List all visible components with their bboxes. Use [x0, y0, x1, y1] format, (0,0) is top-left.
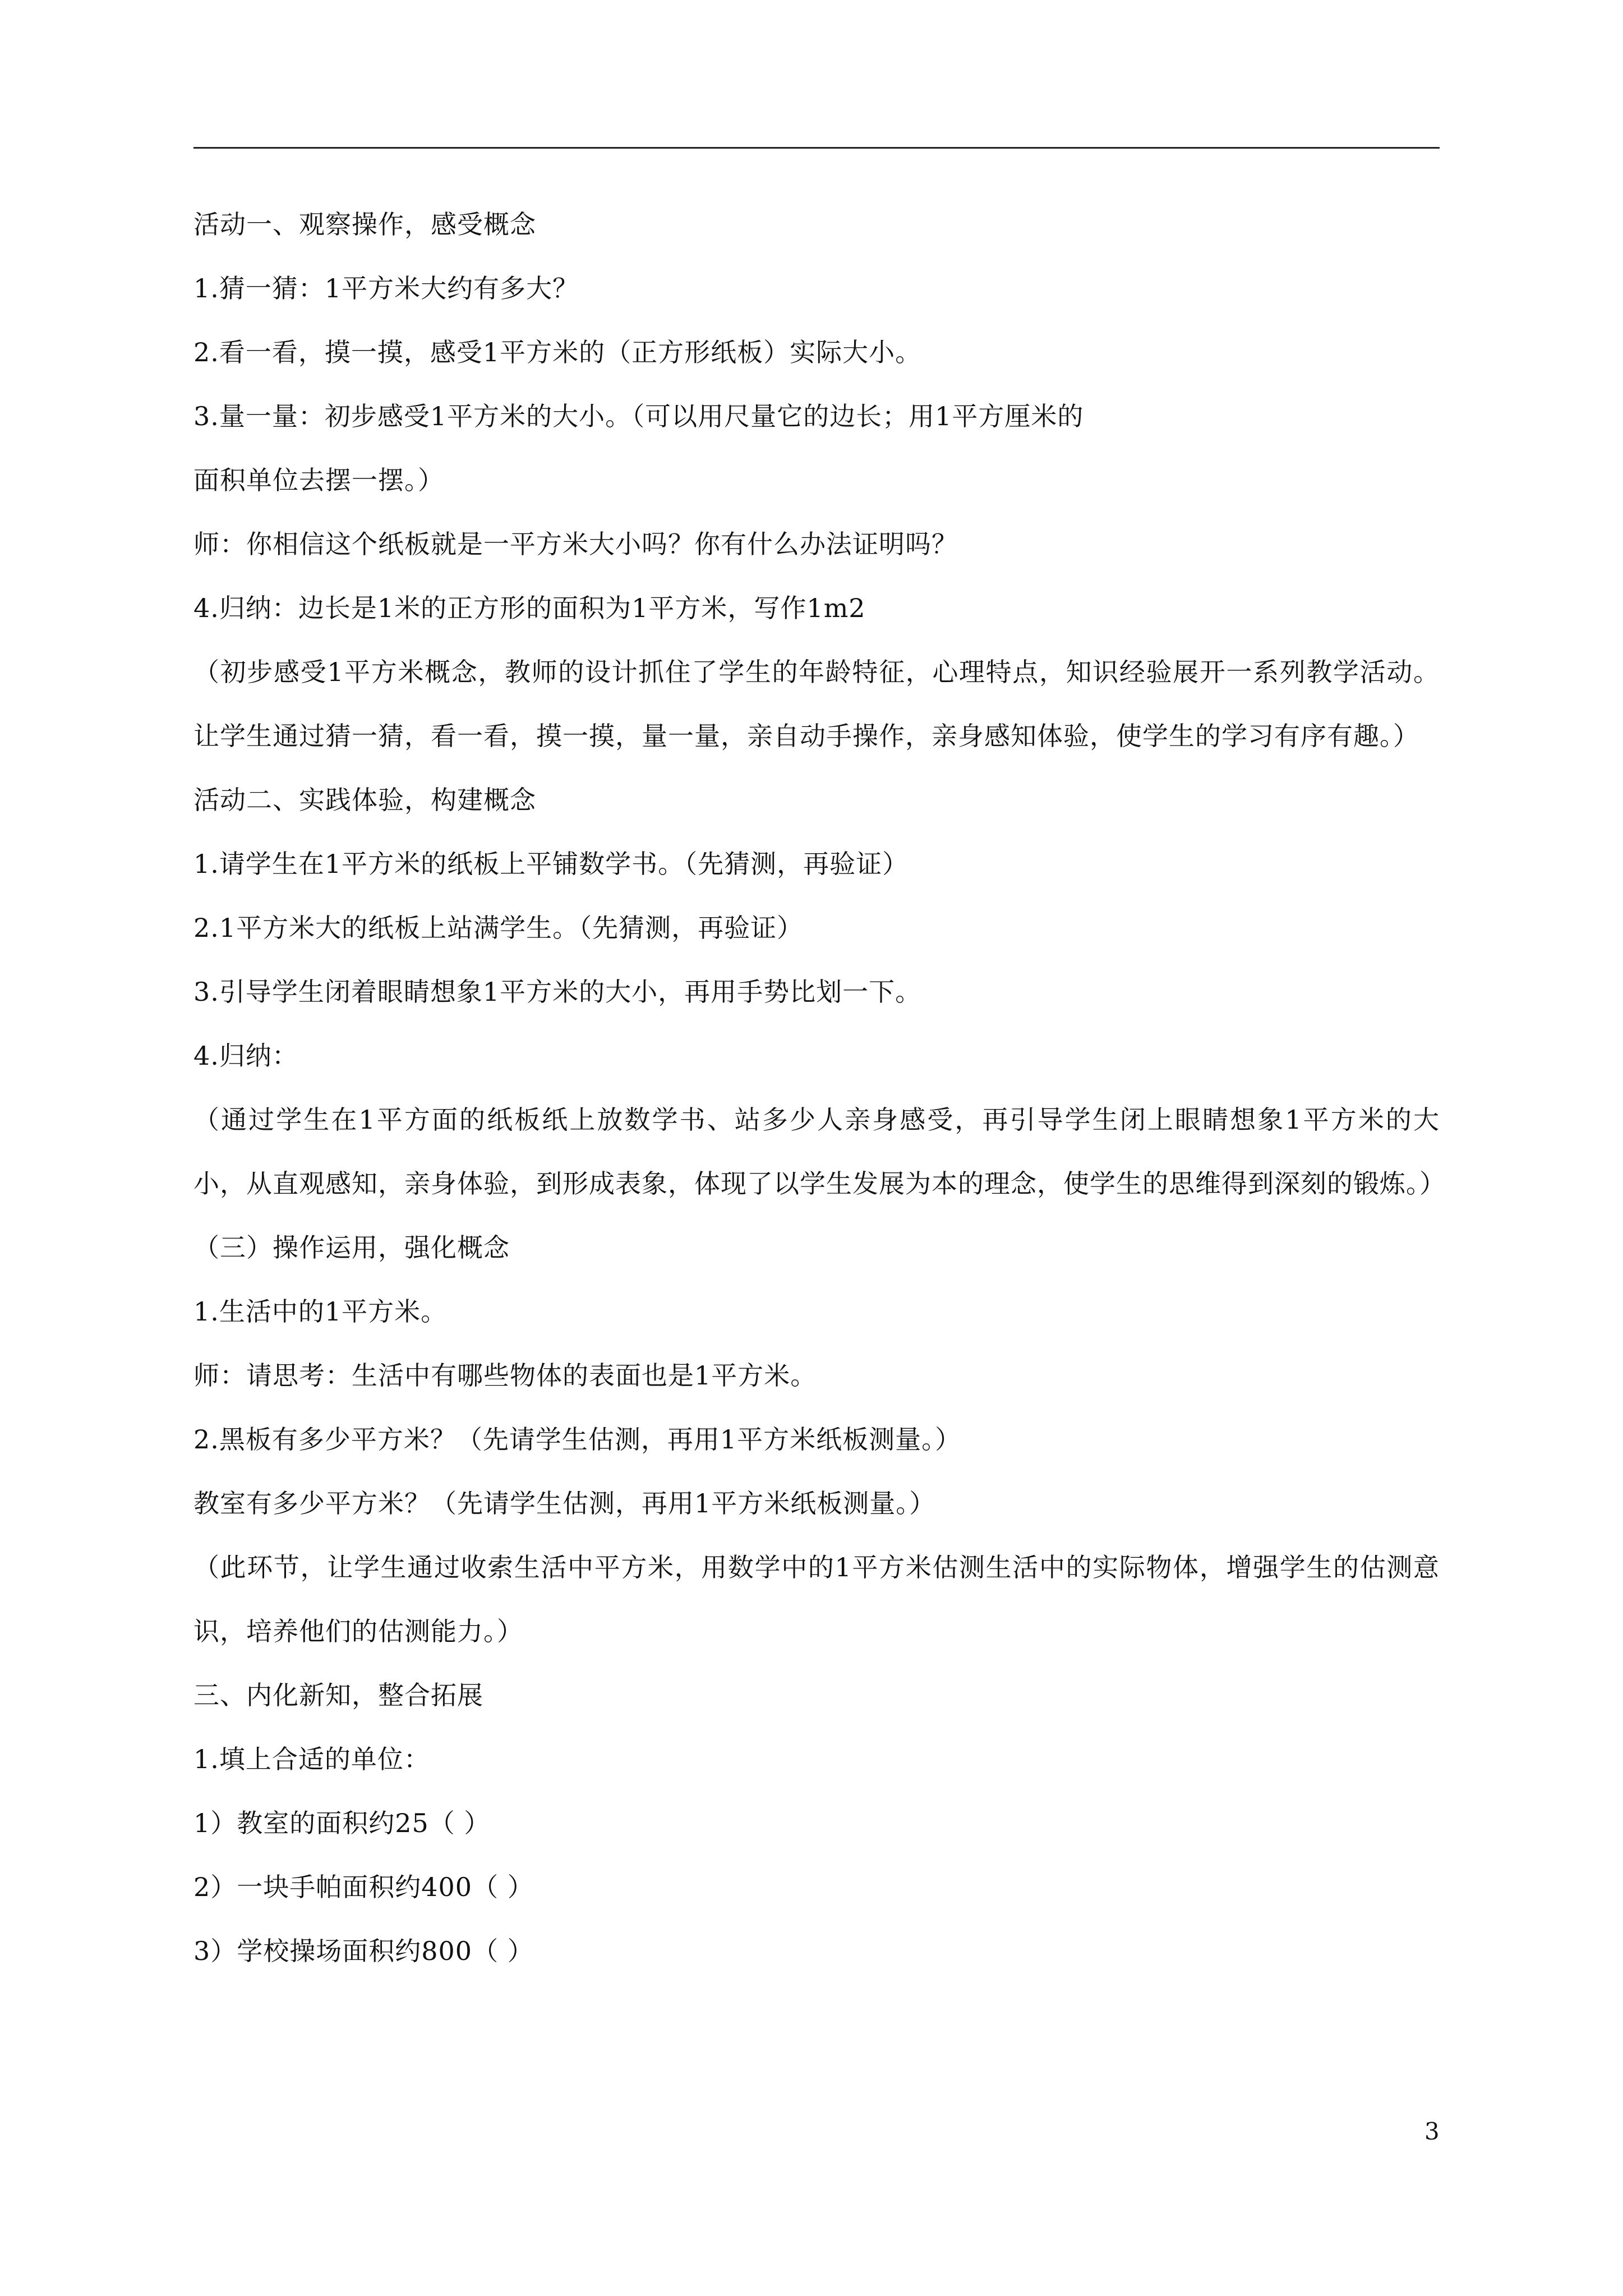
teacher-question: 师：你相信这个纸板就是一平方米大小吗？你有什么办法证明吗？ [193, 529, 958, 559]
teacher-question: 师：请思考：生活中有哪些物体的表面也是1平方米。 [193, 1360, 817, 1391]
list-item: 3.量一量：初步感受1平方米的大小。（可以用尺量它的边长；用1平方厘米的 [193, 401, 1084, 431]
list-item: 3.引导学生闭着眼睛想象1平方米的大小，再用手势比划一下。 [193, 977, 922, 1007]
list-item: 2.黑板有多少平方米？（先请学生估测，再用1平方米纸板测量。） [193, 1424, 962, 1455]
exercise-item: 3）学校操场面积约800（ ） [193, 1936, 534, 1966]
list-item: 4.归纳：边长是1米的正方形的面积为1平方米，写作1m2 [193, 593, 866, 623]
exercise-item: 2）一块手帕面积约400（ ） [193, 1872, 534, 1902]
list-item: 教室有多少平方米？（先请学生估测，再用1平方米纸板测量。） [193, 1488, 936, 1519]
commentary-paragraph: （此环节，让学生通过收索生活中平方米，用数学中的1平方米估测生活中的实际物体，增强学生的估测意识，培养他们的估测能力。） [193, 1552, 1440, 1646]
list-item: 1.生活中的1平方米。 [193, 1296, 448, 1327]
heading-activity-two: 活动二、实践体验，构建概念 [193, 785, 536, 815]
commentary-paragraph: （初步感受1平方米概念，教师的设计抓住了学生的年龄特征，心理特点，知识经验展开一系列教学活动。让学生通过猜一猜，看一看，摸一摸，量一量，亲自动手操作，亲身感知体验，使学生的学习有序有趣。） [193, 657, 1440, 751]
heading-section-three: （三）操作运用，强化概念 [193, 1232, 510, 1263]
heading-activity-one: 活动一、观察操作，感受概念 [193, 209, 536, 240]
heading-part-three: 三、内化新知，整合拓展 [193, 1680, 483, 1710]
list-item: 2.看一看，摸一摸，感受1平方米的（正方形纸板）实际大小。 [193, 337, 922, 367]
exercise-instruction: 1.填上合适的单位： [193, 1744, 430, 1774]
header-rule [193, 147, 1440, 149]
page-number: 3 [1424, 2118, 1440, 2145]
commentary-paragraph: （通过学生在1平方面的纸板纸上放数学书、站多少人亲身感受，再引导学生闭上眼睛想象1平方米的大小，从直观感知，亲身体验，到形成表象，体现了以学生发展为本的理念，使学生的思维得到深刻的锻炼。） [193, 1105, 1446, 1199]
document-body [193, 208, 1446, 1998]
list-item: 4.归纳： [193, 1041, 298, 1071]
list-item: 2.1平方米大的纸板上站满学生。（先猜测，再验证） [193, 913, 804, 943]
list-item: 1.猜一猜：1平方米大约有多大？ [193, 273, 579, 303]
list-item: 1.请学生在1平方米的纸板上平铺数学书。（先猜测，再验证） [193, 849, 909, 879]
list-item-continuation: 面积单位去摆一摆。） [193, 465, 444, 495]
exercise-item: 1）教室的面积约25（ ） [193, 1808, 491, 1838]
